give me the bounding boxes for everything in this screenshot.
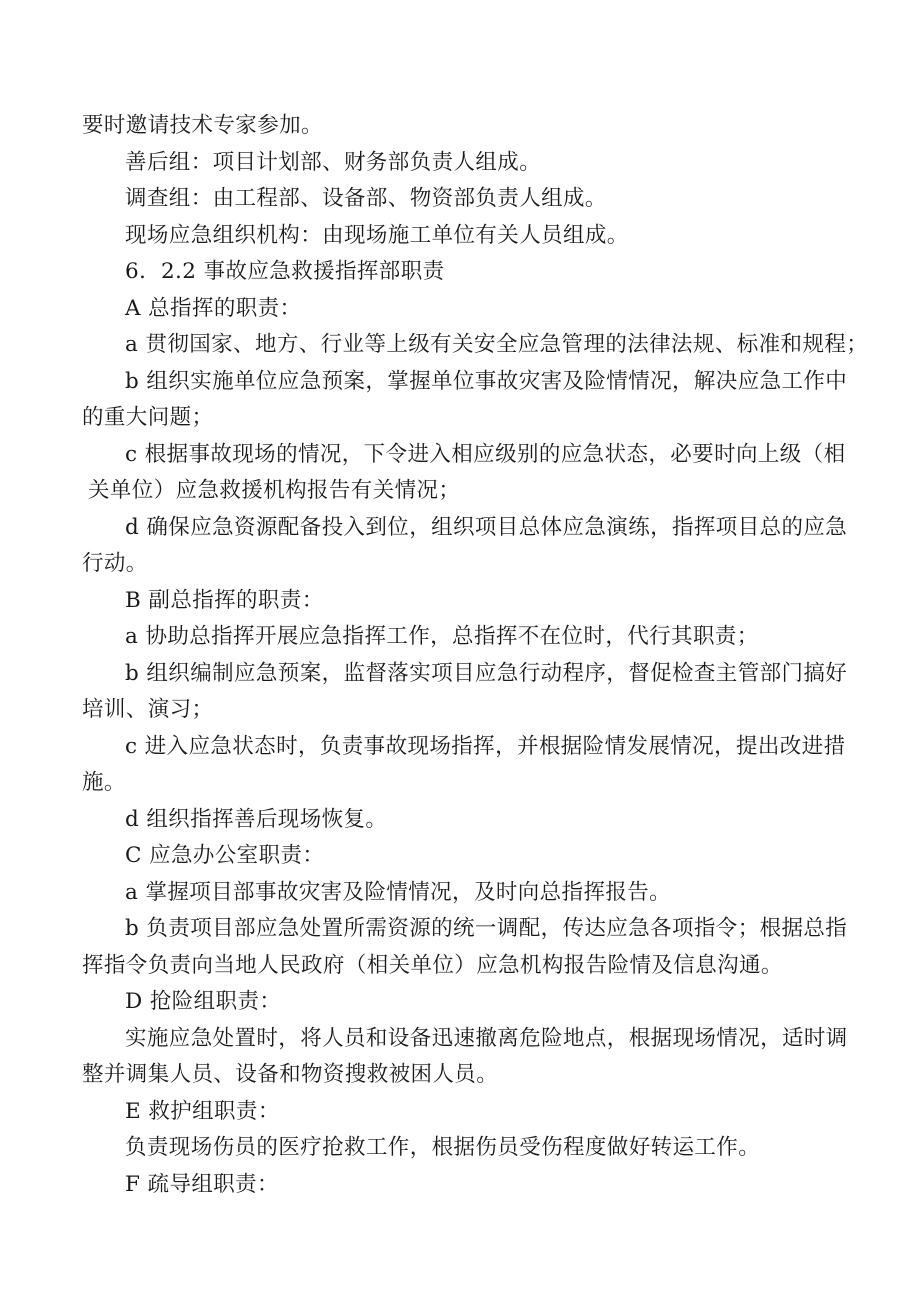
document-body [82,108,869,1203]
text-line: 整并调集人员、设备和物资搜救被困人员。 [82,1062,499,1087]
text-line: b 组织编制应急预案，监督落实项目应急行动程序，督促检查主管部门搞好 [125,660,848,686]
text-line: 现场应急组织机构：由现场施工单位有关人员组成。 [125,222,629,248]
subsection-heading: C 应急办公室职责： [125,843,325,868]
text-line: c 根据事故现场的情况，下令进入相应级别的应急状态，必要时向上级（相 [125,441,846,467]
text-line: 培训、演习； [82,697,214,722]
subsection-heading: E 救护组职责： [125,1098,280,1124]
subsection-heading: D 抢险组职责： [125,989,282,1014]
text-line: 施。 [82,770,126,795]
text-line: 挥指令负责向当地人民政府（相关单位）应急机构报告险情及信息沟通。 [82,952,783,978]
text-line: 的重大问题； [82,405,214,430]
text-line: b 组织实施单位应急预案，掌握单位事故灾害及险情情况，解决应急工作中 [125,368,848,394]
text-line: 调查组：由工程部、设备部、物资部负责人组成。 [125,186,607,211]
text-line: 行动。 [82,551,148,576]
section-heading: 6．2.2 事故应急救援指挥部职责 [125,259,445,284]
text-line: d 组织指挥善后现场恢复。 [125,806,388,832]
text-line: a 协助总指挥开展应急指挥工作，总指挥不在位时，代行其职责； [125,624,759,649]
text-line: 善后组：项目计划部、财务部负责人组成。 [125,149,542,175]
text-line: c 进入应急状态时，负责事故现场指挥，并根据险情发展情况，提出改进措 [125,733,846,759]
text-line: a 掌握项目部事故灾害及险情情况，及时向总指挥报告。 [125,879,672,905]
text-line: 负责现场伤员的医疗抢救工作，根据伤员受伤程度做好转运工作。 [125,1135,761,1160]
text-line: 要时邀请技术专家参加。 [82,113,323,138]
subsection-heading: F 疏导组职责： [125,1171,279,1197]
text-line: d 确保应急资源配备投入到位，组织项目总体应急演练，指挥项目总的应急 [125,514,848,540]
text-line: b 负责项目部应急处置所需资源的统一调配，传达应急各项指令；根据总指 [125,916,848,941]
subsection-heading: B 副总指挥的职责： [125,587,324,613]
subsection-heading: A 总指挥的职责： [125,295,302,321]
text-line: 关单位）应急救援机构报告有关情况； [88,478,461,503]
text-line: 实施应急处置时，将人员和设备迅速撤离危险地点，根据现场情况，适时调 [125,1025,848,1051]
text-line: a 贯彻国家、地方、行业等上级有关安全应急管理的法律法规、标准和规程； [125,332,869,357]
